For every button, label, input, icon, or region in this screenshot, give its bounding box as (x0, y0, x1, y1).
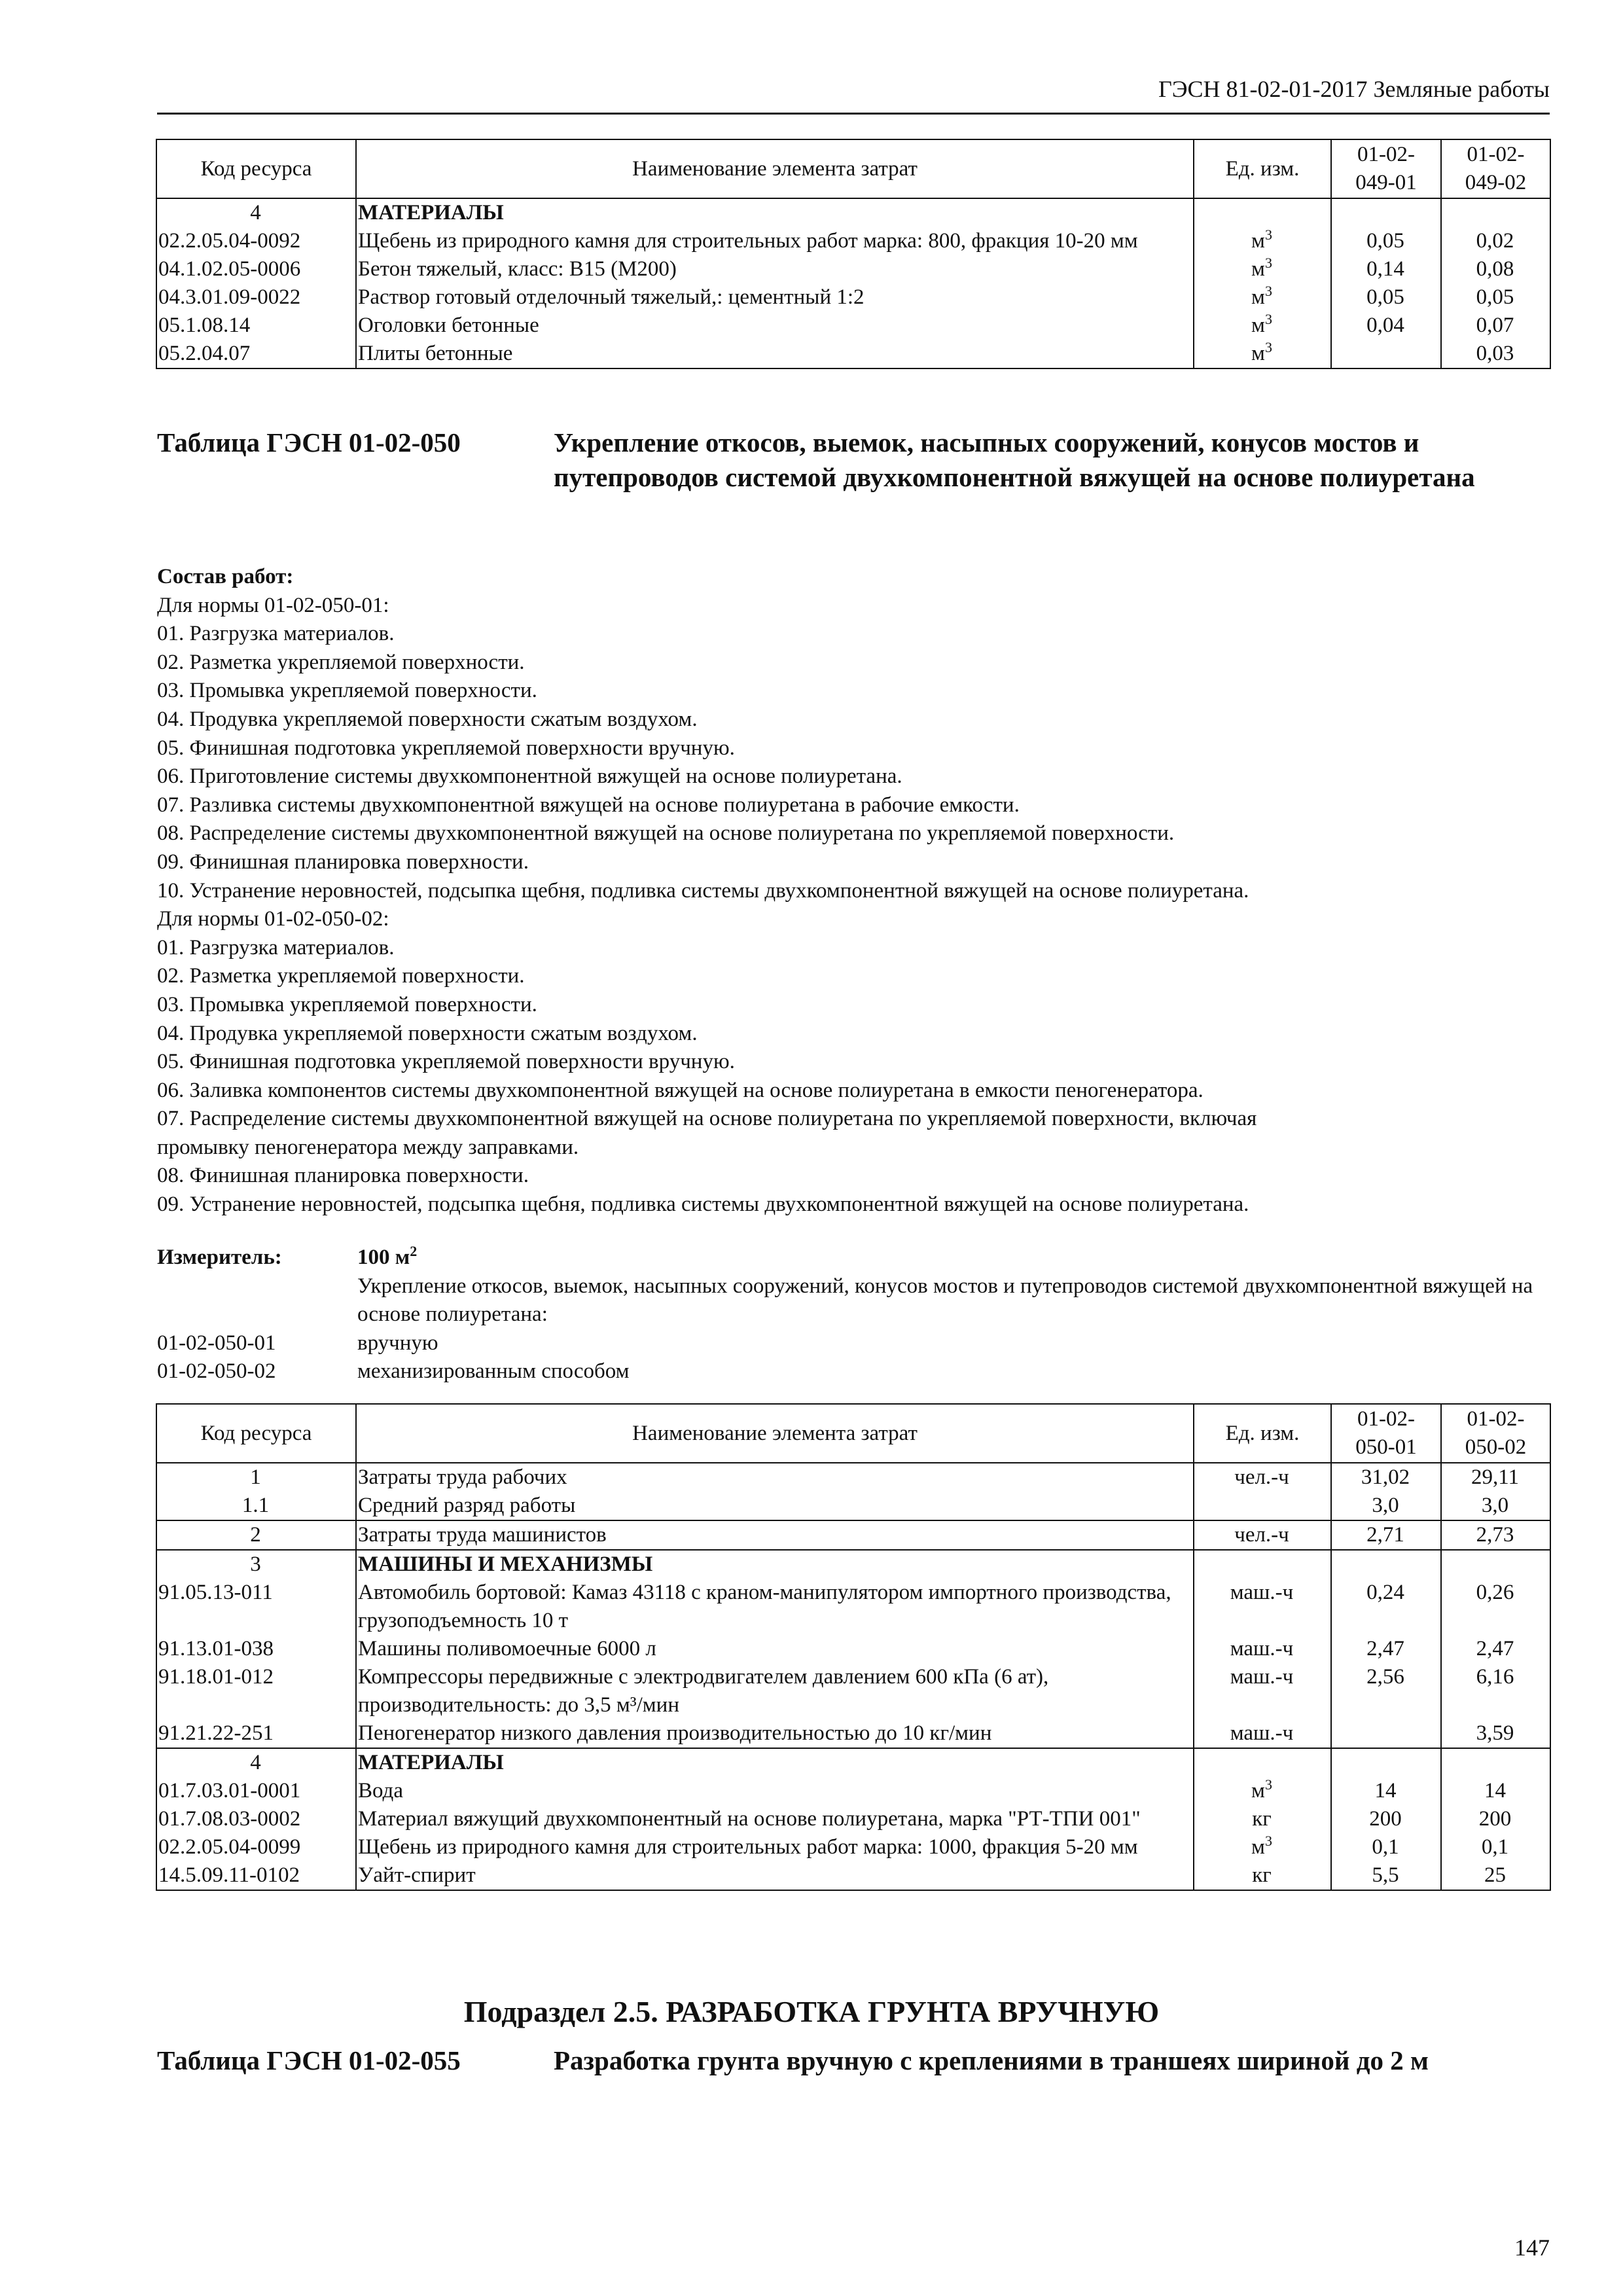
cell-code: 91.05.13-011 (156, 1579, 356, 1635)
table-050-body (156, 1463, 1550, 1890)
cell-value: 200 (1331, 1805, 1441, 1833)
table-row (156, 1635, 1550, 1663)
running-header (157, 72, 1550, 115)
cell-code: 91.18.01-012 (156, 1663, 356, 1719)
cell-unit (1194, 1492, 1331, 1520)
cell-value: 29,11 (1441, 1463, 1550, 1492)
table-row (156, 283, 1550, 312)
table-row (156, 1833, 1550, 1861)
cell-value (1441, 1748, 1550, 1777)
cell-value: 0,14 (1331, 255, 1441, 283)
cell-value: 0,26 (1441, 1579, 1550, 1635)
cell-name: Средний разряд работы (356, 1492, 1194, 1520)
cell-value: 2,56 (1331, 1663, 1441, 1719)
works-title: Состав работ: (157, 565, 294, 588)
cell-name: Бетон тяжелый, класс: В15 (М200) (356, 255, 1194, 283)
cell-value (1331, 1748, 1441, 1777)
cell-name: Затраты труда рабочих (356, 1463, 1194, 1492)
cell-name: Пеногенератор низкого давления производительностью до 10 кг/мин (356, 1719, 1194, 1748)
table-row (156, 340, 1550, 368)
cell-unit (1194, 1550, 1331, 1579)
page-number: 147 (1514, 2234, 1550, 2261)
work-step: 03. Промывка укрепляемой поверхности. (157, 992, 537, 1016)
cell-value: 0,07 (1441, 312, 1550, 340)
table-050-heading: Укрепление откосов, выемок, насыпных сооружений, конусов мостов и путепроводов системой двухкомпонентной вяжущей на основе полиуретана (554, 427, 1475, 492)
table-row (156, 1861, 1550, 1890)
cell-code: 02.2.05.04-0099 (156, 1833, 356, 1861)
work-step: 08. Финишная планировка поверхности. (157, 1164, 529, 1188)
cell-value: 14 (1331, 1777, 1441, 1805)
cell-unit: $м^3$ (1194, 255, 1331, 283)
column-header-code: Код ресурса (156, 139, 356, 198)
work-step: 02. Разметка укрепляемой поверхности. (157, 650, 525, 674)
meter-desc-row (157, 1272, 1551, 1329)
work-step: 07. Распределение системы двухкомпонентной вяжущей на основе полиуретана по укрепляемой поверхности, включая (157, 1107, 1257, 1131)
cell-name: МАТЕРИАЛЫ (356, 1748, 1194, 1777)
work-step: 06. Заливка компонентов системы двухкомпонентной вяжущей на основе полиуретана в емкости пеногенератора. (157, 1078, 1204, 1102)
cell-value: 0,04 (1331, 312, 1441, 340)
column-header-name: Наименование элемента затрат (356, 1404, 1194, 1463)
work-step: 01. Разгрузка материалов. (157, 935, 395, 960)
cell-unit: чел.-ч (1194, 1520, 1331, 1550)
cell-unit: кг (1194, 1805, 1331, 1833)
cell-code: 04.1.02.05-0006 (156, 255, 356, 283)
cell-unit: $м^3$ (1194, 312, 1331, 340)
column-header-norm-1: 01-02- 050-01 (1331, 1404, 1441, 1463)
column-header-name: Наименование элемента затрат (356, 139, 1194, 198)
cell-value: 3,0 (1441, 1492, 1550, 1520)
table-row (156, 1520, 1550, 1550)
cell-code: 01.7.08.03-0002 (156, 1805, 356, 1833)
cell-code: 4 (156, 198, 356, 227)
work-step: Для нормы 01-02-050-01: (157, 593, 389, 617)
cell-unit: маш.-ч (1194, 1663, 1331, 1719)
table-row (156, 198, 1550, 227)
cell-name: Плиты бетонные (356, 340, 1194, 368)
cell-code: 04.3.01.09-0022 (156, 283, 356, 312)
norm-method: механизированным способом (357, 1359, 630, 1384)
work-step: 10. Устранение неровностей, подсыпка щебня, подливка системы двухкомпонентной вяжущей на основе полиуретана. (157, 878, 1249, 903)
cell-value: 3,0 (1331, 1492, 1441, 1520)
cell-code: 2 (156, 1520, 356, 1550)
cell-value: 2,47 (1441, 1635, 1550, 1663)
work-step: 09. Устранение неровностей, подсыпка щебня, подливка системы двухкомпонентной вяжущей на основе полиуретана. (157, 1193, 1249, 1217)
resource-table-049 (156, 139, 1551, 369)
cell-value: 200 (1441, 1805, 1550, 1833)
table-row (156, 1463, 1550, 1492)
norm-code: 01-02-050-01 (157, 1331, 276, 1355)
cell-name: Щебень из природного камня для строительных работ марка: 800, фракция 10-20 мм (356, 227, 1194, 255)
cell-code: 05.2.04.07 (156, 340, 356, 368)
table-row (156, 1777, 1550, 1805)
cell-name: МАШИНЫ И МЕХАНИЗМЫ (356, 1550, 1194, 1579)
cell-unit: маш.-ч (1194, 1635, 1331, 1663)
cell-value: 0,1 (1441, 1833, 1550, 1861)
table-row (156, 1748, 1550, 1777)
table-header-row (156, 139, 1550, 198)
resource-table-050 (156, 1403, 1551, 1891)
cell-value: 0,03 (1441, 340, 1550, 368)
cell-name: Автомобиль бортовой: Камаз 43118 с краном-манипулятором импортного производства, грузоподъемность 10 т (356, 1579, 1194, 1635)
work-step: Для нормы 01-02-050-02: (157, 907, 389, 931)
cell-code: 02.2.05.04-0092 (156, 227, 356, 255)
cell-value: 0,1 (1331, 1833, 1441, 1861)
cell-value: 6,16 (1441, 1663, 1550, 1719)
meter-item (157, 1357, 1551, 1386)
cell-value: 2,47 (1331, 1635, 1441, 1663)
cell-unit (1194, 198, 1331, 227)
column-header-code: Код ресурса (156, 1404, 356, 1463)
cell-name: Компрессоры передвижные с электродвигателем давлением 600 кПа (6 ат), производительность: до 3,5 м³/мин (356, 1663, 1194, 1719)
cell-code: 91.13.01-038 (156, 1635, 356, 1663)
table-055-heading: Разработка грунта вручную с креплениями в траншеях шириной до 2 м (554, 2045, 1429, 2075)
cell-value: 5,5 (1331, 1861, 1441, 1890)
cell-code: 91.21.22-251 (156, 1719, 356, 1748)
works-list (157, 592, 1551, 1219)
table-header-row (156, 1404, 1550, 1463)
work-step: 06. Приготовление системы двухкомпонентной вяжущей на основе полиуретана. (157, 764, 902, 789)
cell-code: 1 (156, 1463, 356, 1492)
cell-unit: маш.-ч (1194, 1719, 1331, 1748)
meter-value: 100 $м^2$ (357, 1243, 418, 1269)
cell-name: Машины поливомоечные 6000 л (356, 1635, 1194, 1663)
cell-unit: $м^3$ (1194, 1833, 1331, 1861)
table-050-label: Таблица ГЭСН 01-02-050 (157, 427, 461, 457)
cell-value (1331, 198, 1441, 227)
table-row (156, 1719, 1550, 1748)
meter-row (157, 1244, 1551, 1272)
meter-label: Измеритель: (157, 1246, 282, 1269)
work-step: 05. Финишная подготовка укрепляемой поверхности вручную. (157, 736, 735, 760)
cell-name: Оголовки бетонные (356, 312, 1194, 340)
cell-code: 3 (156, 1550, 356, 1579)
running-header-text: ГЭСН 81-02-01-2017 Земляные работы (1158, 76, 1550, 102)
cell-value: 0,05 (1331, 283, 1441, 312)
cell-name: Вода (356, 1777, 1194, 1805)
cell-value: 0,05 (1441, 283, 1550, 312)
cell-value: 14 (1441, 1777, 1550, 1805)
cell-code: 01.7.03.01-0001 (156, 1777, 356, 1805)
table-055-label: Таблица ГЭСН 01-02-055 (157, 2045, 461, 2075)
cell-code: 1.1 (156, 1492, 356, 1520)
cell-code: 05.1.08.14 (156, 312, 356, 340)
work-step: 01. Разгрузка материалов. (157, 622, 395, 646)
work-step: 05. Финишная подготовка укрепляемой поверхности вручную. (157, 1050, 735, 1074)
column-header-unit: Ед. изм. (1194, 1404, 1331, 1463)
cell-name: Материал вяжущий двухкомпонентный на основе полиуретана, марка "РТ-ТПИ 001" (356, 1805, 1194, 1833)
cell-value: 0,05 (1331, 227, 1441, 255)
cell-code: 4 (156, 1748, 356, 1777)
cell-unit: $м^3$ (1194, 340, 1331, 368)
cell-unit: маш.-ч (1194, 1579, 1331, 1635)
meter-item (157, 1329, 1551, 1358)
work-step: 03. Промывка укрепляемой поверхности. (157, 679, 537, 703)
works-composition (157, 563, 1551, 1219)
table-row (156, 1550, 1550, 1579)
cell-value: 2,73 (1441, 1520, 1550, 1550)
cell-unit: $м^3$ (1194, 1777, 1331, 1805)
cell-value (1331, 1719, 1441, 1748)
work-step: промывку пеногенератора между заправками. (157, 1135, 579, 1159)
work-step: 04. Продувка укрепляемой поверхности сжатым воздухом. (157, 1021, 698, 1045)
cell-value: 0,08 (1441, 255, 1550, 283)
work-step: 04. Продувка укрепляемой поверхности сжатым воздухом. (157, 707, 698, 731)
table-row (156, 1579, 1550, 1635)
cell-name: Щебень из природного камня для строительных работ марка: 1000, фракция 5-20 мм (356, 1833, 1194, 1861)
subsection-title: Подраздел 2.5. РАЗРАБОТКА ГРУНТА ВРУЧНУЮ (463, 1995, 1160, 2028)
cell-value: 25 (1441, 1861, 1550, 1890)
table-row (156, 255, 1550, 283)
cell-value: 0,24 (1331, 1579, 1441, 1635)
cell-name: Затраты труда машинистов (356, 1520, 1194, 1550)
table-row (156, 1805, 1550, 1833)
cell-value: 3,59 (1441, 1719, 1550, 1748)
cell-value: 2,71 (1331, 1520, 1441, 1550)
table-row (156, 227, 1550, 255)
meter-block (157, 1244, 1551, 1386)
norm-code: 01-02-050-02 (157, 1359, 276, 1384)
cell-code: 14.5.09.11-0102 (156, 1861, 356, 1890)
cell-value (1331, 1550, 1441, 1579)
norm-method: вручную (357, 1331, 438, 1355)
cell-unit: кг (1194, 1861, 1331, 1890)
cell-value (1441, 1550, 1550, 1579)
column-header-unit: Ед. изм. (1194, 139, 1331, 198)
cell-name: Уайт-спирит (356, 1861, 1194, 1890)
cell-unit: $м^3$ (1194, 227, 1331, 255)
cell-unit: чел.-ч (1194, 1463, 1331, 1492)
table-row (156, 312, 1550, 340)
cell-value (1441, 198, 1550, 227)
work-step: 09. Финишная планировка поверхности. (157, 850, 529, 874)
work-step: 08. Распределение системы двухкомпонентной вяжущей на основе полиуретана по укрепляемой поверхности. (157, 821, 1175, 846)
column-header-norm-2: 01-02- 049-02 (1441, 139, 1550, 198)
cell-unit: $м^3$ (1194, 283, 1331, 312)
cell-value: 0,02 (1441, 227, 1550, 255)
cell-value (1331, 340, 1441, 368)
table-row (156, 1663, 1550, 1719)
column-header-norm-2: 01-02- 050-02 (1441, 1404, 1550, 1463)
cell-name: МАТЕРИАЛЫ (356, 198, 1194, 227)
cell-value: 31,02 (1331, 1463, 1441, 1492)
cell-unit (1194, 1748, 1331, 1777)
work-step: 02. Разметка укрепляемой поверхности. (157, 964, 525, 988)
meter-description: Укрепление откосов, выемок, насыпных сооружений, конусов мостов и путепроводов системой двухкомпонентной вяжущей на основе полиуретана: (357, 1274, 1533, 1327)
table-row (156, 1492, 1550, 1520)
cell-name: Раствор готовый отделочный тяжелый,: цементный 1:2 (356, 283, 1194, 312)
work-step: 07. Разливка системы двухкомпонентной вяжущей на основе полиуретана в рабочие емкости. (157, 793, 1020, 817)
column-header-norm-1: 01-02- 049-01 (1331, 139, 1441, 198)
